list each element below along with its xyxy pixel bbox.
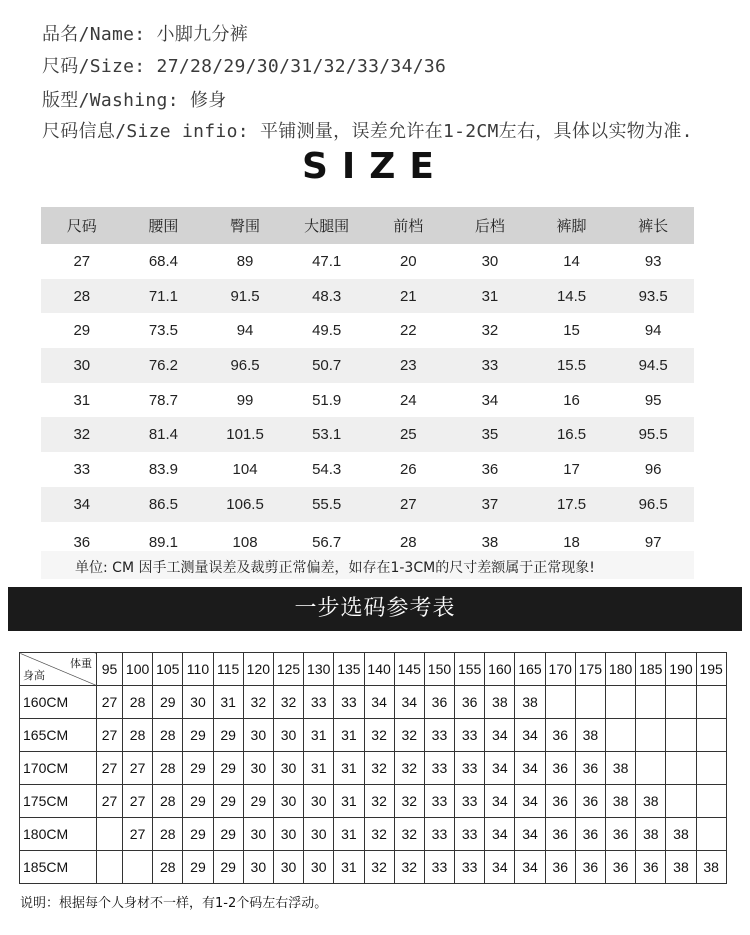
size-column-header: 裤脚 [531,207,613,244]
size-heading: SIZE [301,146,449,187]
size-table-cell: 96.5 [204,348,286,383]
weight-header-cell: 120 [243,653,273,686]
size-table-cell: 96.5 [612,487,694,522]
size-table-cell: 99 [236,391,254,409]
size-recommendation-cell [123,851,153,884]
size-recommendation-cell: 27 [123,752,153,785]
size-table-row [41,417,694,452]
size-table-header-row [41,207,694,244]
size-table-cell: 28 [41,279,123,314]
weight-header-cell: 190 [666,653,696,686]
size-recommendation-cell: 33 [424,719,454,752]
size-table-cell: 51.9 [312,391,342,409]
product-name-line: 品名/Name: 小脚九分裤 [42,24,249,45]
height-label-cell: 180CM [20,818,97,851]
size-recommendation-cell: 34 [485,785,515,818]
reference-note: 说明：根据每个人身材不一样，有1-2个码左右浮动。 [20,896,328,911]
size-recommendation-cell [696,686,726,719]
size-recommendation-cell: 30 [304,785,334,818]
size-recommendation-cell: 28 [123,719,153,752]
size-guide-banner: 一步选码参考表 [8,587,742,631]
size-recommendation-cell: 30 [183,686,213,719]
size-recommendation-cell: 30 [273,851,303,884]
size-recommendation-cell: 28 [153,719,183,752]
size-recommendation-cell: 28 [153,752,183,785]
size-table-cell: 95.5 [612,417,694,452]
reference-table-row [20,818,727,851]
height-label-cell: 165CM [20,719,97,752]
size-recommendation-cell: 27 [97,719,123,752]
size-recommendation-cell [696,752,726,785]
size-recommendation-cell: 33 [455,719,485,752]
size-recommendation-cell: 33 [424,851,454,884]
size-recommendation-cell: 34 [485,851,515,884]
size-table-cell: 76.2 [123,348,205,383]
size-recommendation-cell [575,686,605,719]
size-table-cell: 83.9 [148,460,179,478]
size-recommendation-cell [606,686,636,719]
size-table-cell: 33 [449,348,531,383]
size-table-cell: 24 [399,391,417,409]
size-column-header: 前档 [368,207,450,244]
reference-table-row [20,851,727,884]
size-recommendation-cell: 38 [575,719,605,752]
size-table-cell: 101.5 [204,417,286,452]
size-table-cell: 33 [73,460,91,478]
size-recommendation-cell [606,719,636,752]
weight-header-cell: 145 [394,653,424,686]
weight-header-cell: 135 [334,653,364,686]
weight-header-cell: 140 [364,653,394,686]
size-recommendation-cell: 36 [545,818,575,851]
size-table-cell: 27 [368,487,450,522]
size-recommendation-cell: 32 [394,785,424,818]
size-recommendation-cell [696,719,726,752]
size-table-cell: 14 [563,252,580,270]
size-table-cell: 95 [644,391,662,409]
size-recommendation-cell: 36 [575,818,605,851]
size-recommendation-cell: 38 [606,785,636,818]
size-recommendation-cell: 29 [183,752,213,785]
size-recommendation-cell: 29 [183,719,213,752]
size-recommendation-cell: 31 [334,752,364,785]
size-recommendation-cell: 34 [515,752,545,785]
size-table-cell: 38 [481,534,499,551]
size-table-cell: 106.5 [204,487,286,522]
size-recommendation-cell: 38 [606,752,636,785]
size-table-cell: 94 [644,322,662,340]
size-recommendation-cell [636,752,666,785]
size-table-cell: 94.5 [612,348,694,383]
size-recommendation-cell: 33 [455,785,485,818]
size-table-cell: 56.7 [312,534,342,551]
height-label-cell: 170CM [20,752,97,785]
size-table-cell: 86.5 [123,487,205,522]
size-recommendation-cell: 38 [515,686,545,719]
size-table-cell: 97 [644,534,662,551]
size-recommendation-cell: 30 [243,818,273,851]
size-recommendation-cell: 34 [515,719,545,752]
size-table-cell: 71.1 [123,279,205,314]
reference-table [19,652,727,884]
size-recommendation-cell: 28 [153,818,183,851]
size-recommendation-cell: 31 [304,752,334,785]
corner-weight-label: 体重 [70,657,92,670]
corner-height-label: 身高 [23,669,45,682]
size-table-cell: 36 [73,534,91,551]
weight-header-cell: 95 [97,653,123,686]
size-table-cell: 32 [481,322,499,340]
height-label-cell: 175CM [20,785,97,818]
size-recommendation-cell: 29 [153,686,183,719]
size-table-cell: 26 [399,460,417,478]
size-recommendation-cell [696,785,726,818]
size-table-cell: 16.5 [531,417,613,452]
size-table-cell: 27 [73,252,91,270]
size-recommendation-cell: 33 [455,851,485,884]
size-recommendation-cell: 33 [455,752,485,785]
size-recommendation-cell: 29 [213,785,243,818]
weight-header-cell: 155 [455,653,485,686]
size-table-cell: 93.5 [612,279,694,314]
size-table-cell: 23 [368,348,450,383]
size-recommendation-cell [636,686,666,719]
size-recommendation-cell: 30 [273,818,303,851]
size-recommendation-cell: 38 [485,686,515,719]
size-recommendation-cell: 29 [183,851,213,884]
size-recommendation-cell: 36 [545,785,575,818]
size-recommendation-cell: 27 [97,785,123,818]
weight-header-cell: 165 [515,653,545,686]
size-recommendation-cell: 33 [424,752,454,785]
size-table-cell: 34 [41,487,123,522]
size-table-cell: 54.3 [312,460,342,478]
weight-header-cell: 170 [545,653,575,686]
size-recommendation-cell: 36 [545,752,575,785]
size-table-cell: 20 [399,252,417,270]
reference-table-row [20,752,727,785]
size-recommendation-cell: 31 [334,851,364,884]
size-recommendation-cell [97,818,123,851]
size-recommendation-cell: 32 [243,686,273,719]
size-recommendation-cell: 29 [183,818,213,851]
size-list-line: 尺码/Size: 27/28/29/30/31/32/33/34/36 [42,56,447,77]
weight-header-cell: 130 [304,653,334,686]
weight-header-cell: 105 [153,653,183,686]
size-table-cell: 16 [563,391,580,409]
reference-table-row [20,686,727,719]
size-recommendation-cell: 30 [243,851,273,884]
size-recommendation-cell: 30 [243,719,273,752]
size-table-cell: 17 [563,460,580,478]
size-recommendation-cell: 33 [424,785,454,818]
size-recommendation-cell: 27 [97,686,123,719]
size-recommendation-cell: 28 [153,785,183,818]
size-table-cell: 21 [368,279,450,314]
size-recommendation-cell: 38 [666,818,696,851]
size-table-cell: 28 [399,534,417,551]
size-recommendation-cell: 36 [545,851,575,884]
size-table-cell: 30 [41,348,123,383]
size-table-row [41,487,694,522]
size-recommendation-cell: 34 [515,785,545,818]
size-table-cell: 68.4 [148,252,179,270]
size-recommendation-cell: 30 [304,818,334,851]
size-table-cell: 17.5 [531,487,613,522]
weight-header-cell: 125 [273,653,303,686]
size-table-cell: 32 [41,417,123,452]
size-recommendation-cell: 32 [364,818,394,851]
size-recommendation-cell: 28 [123,686,153,719]
weight-header-cell: 175 [575,653,605,686]
size-recommendation-cell [666,785,696,818]
size-recommendation-cell: 32 [394,818,424,851]
weight-header-cell: 160 [485,653,515,686]
corner-header-cell [20,653,97,686]
size-table-cell: 96 [644,460,662,478]
size-table-cell: 78.7 [148,391,179,409]
size-recommendation-cell: 31 [304,719,334,752]
size-recommendation-cell: 33 [424,818,454,851]
reference-table-row [20,785,727,818]
size-recommendation-cell [97,851,123,884]
size-recommendation-cell: 36 [606,851,636,884]
size-recommendation-cell: 29 [213,752,243,785]
size-recommendation-cell: 36 [636,851,666,884]
size-recommendation-cell: 29 [183,785,213,818]
size-recommendation-cell: 33 [455,818,485,851]
size-recommendation-cell: 34 [394,686,424,719]
size-table-cell: 34 [481,391,499,409]
size-table-row [41,383,694,418]
weight-header-cell: 195 [696,653,726,686]
size-recommendation-cell: 30 [273,719,303,752]
size-table-cell: 37 [449,487,531,522]
size-recommendation-cell: 34 [364,686,394,719]
size-recommendation-cell: 32 [364,785,394,818]
size-recommendation-cell [666,686,696,719]
fit-type-line: 版型/Washing: 修身 [42,90,227,111]
size-recommendation-cell: 33 [334,686,364,719]
size-recommendation-cell: 36 [424,686,454,719]
size-column-header: 裤长 [612,207,694,244]
size-column-header: 尺码 [41,207,123,244]
size-recommendation-cell: 30 [243,752,273,785]
size-reference-chart [19,652,727,884]
size-table-row [41,452,694,487]
height-label-cell: 160CM [20,686,97,719]
size-table-cell: 14.5 [531,279,613,314]
size-recommendation-cell: 31 [334,785,364,818]
size-recommendation-cell: 36 [575,785,605,818]
size-recommendation-cell: 34 [515,851,545,884]
size-recommendation-cell: 36 [575,752,605,785]
size-column-header: 腰围 [123,207,205,244]
size-table-row [41,313,694,348]
weight-header-cell: 150 [424,653,454,686]
size-recommendation-cell: 30 [273,752,303,785]
size-table-cell: 49.5 [312,322,342,340]
size-recommendation-cell: 30 [273,785,303,818]
size-recommendation-cell: 31 [213,686,243,719]
size-table-cell: 55.5 [286,487,368,522]
size-table-cell: 35 [449,417,531,452]
size-recommendation-cell: 34 [485,818,515,851]
size-recommendation-cell: 27 [97,752,123,785]
size-recommendation-cell: 31 [334,719,364,752]
size-recommendation-cell [696,818,726,851]
size-recommendation-cell: 32 [364,851,394,884]
size-recommendation-cell: 36 [545,719,575,752]
size-recommendation-cell: 34 [485,752,515,785]
size-table-row [41,348,694,383]
size-recommendation-cell [666,719,696,752]
reference-weight-row [20,653,727,686]
size-table [41,207,694,564]
size-recommendation-cell: 38 [696,851,726,884]
size-recommendation-cell: 38 [636,818,666,851]
size-recommendation-cell: 38 [636,785,666,818]
size-recommendation-cell [666,752,696,785]
size-recommendation-cell: 29 [213,818,243,851]
size-recommendation-cell: 38 [666,851,696,884]
size-table-cell: 89.1 [148,534,179,551]
size-recommendation-cell: 33 [304,686,334,719]
size-table-row [41,244,694,279]
size-recommendation-cell: 32 [394,719,424,752]
size-table-cell: 104 [232,460,258,478]
size-recommendation-cell: 32 [364,719,394,752]
size-table-cell: 22 [399,322,417,340]
size-column-header: 后档 [449,207,531,244]
size-table-cell: 15.5 [531,348,613,383]
size-recommendation-cell [636,719,666,752]
size-table-cell: 91.5 [204,279,286,314]
size-table-cell: 15 [563,322,580,340]
size-table-cell: 31 [73,391,91,409]
size-unit-note: 单位: CM 因手工测量误差及裁剪正常偏差，如存在1-3CM的尺寸差额属于正常现象! [75,560,595,576]
size-recommendation-cell: 30 [304,851,334,884]
size-table-cell: 29 [73,322,91,340]
size-recommendation-cell: 28 [153,851,183,884]
size-table-cell: 25 [368,417,450,452]
size-table-cell: 31 [449,279,531,314]
reference-table-row [20,719,727,752]
size-recommendation-cell: 27 [123,785,153,818]
size-table-cell: 30 [481,252,499,270]
size-column-header: 臀围 [204,207,286,244]
size-table-cell: 108 [232,534,258,551]
size-recommendation-cell: 32 [394,851,424,884]
size-table-cell: 73.5 [148,322,179,340]
size-table-cell: 93 [644,252,662,270]
weight-header-cell: 115 [213,653,243,686]
size-recommendation-cell: 36 [575,851,605,884]
size-recommendation-cell: 34 [515,818,545,851]
size-recommendation-cell: 32 [364,752,394,785]
size-table-cell: 53.1 [286,417,368,452]
size-recommendation-cell: 31 [334,818,364,851]
weight-header-cell: 110 [183,653,213,686]
size-recommendation-cell [545,686,575,719]
measurement-info-line: 尺码信息/Size infio: 平铺测量，误差允许在1-2CM左右，具体以实物为准. [42,121,693,142]
size-recommendation-cell: 36 [455,686,485,719]
size-table-cell: 36 [481,460,499,478]
size-table-row [41,279,694,314]
weight-header-cell: 180 [606,653,636,686]
height-label-cell: 185CM [20,851,97,884]
size-recommendation-cell: 29 [213,851,243,884]
size-recommendation-cell: 27 [123,818,153,851]
size-column-header: 大腿围 [286,207,368,244]
size-table-cell: 47.1 [312,252,342,270]
size-table-cell: 18 [563,534,580,551]
weight-header-cell: 185 [636,653,666,686]
size-table-cell: 50.7 [286,348,368,383]
size-table-cell: 94 [236,322,254,340]
size-recommendation-cell: 32 [394,752,424,785]
size-table-cell: 89 [236,252,254,270]
size-table-cell: 48.3 [286,279,368,314]
size-chart [41,207,694,564]
size-recommendation-cell: 29 [243,785,273,818]
size-recommendation-cell: 29 [213,719,243,752]
weight-header-cell: 100 [123,653,153,686]
size-recommendation-cell: 36 [606,818,636,851]
size-recommendation-cell: 34 [485,719,515,752]
size-recommendation-cell: 32 [273,686,303,719]
size-table-cell: 81.4 [123,417,205,452]
